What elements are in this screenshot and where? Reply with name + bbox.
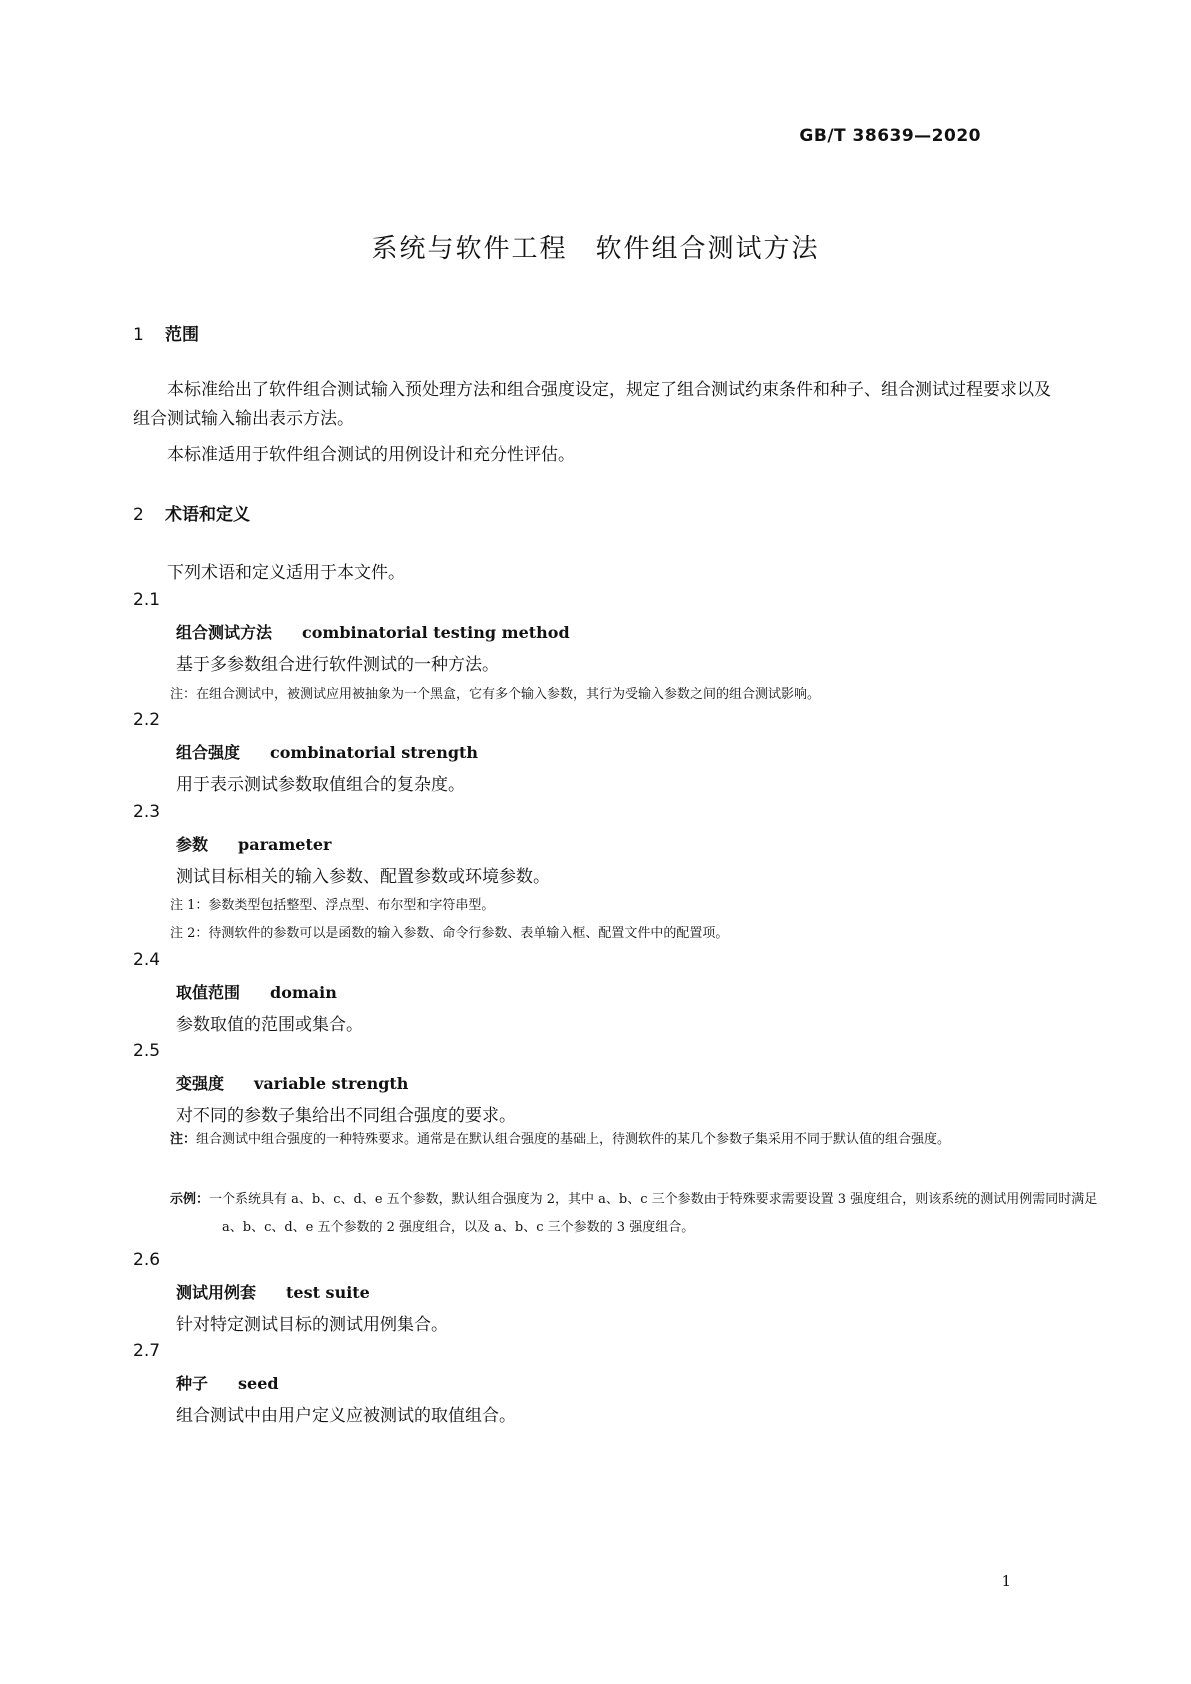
standard-code: GB/T 38639—2020 <box>799 126 981 146</box>
term-definition: 基于多参数组合进行软件测试的一种方法。 <box>176 655 499 675</box>
term-en: variable strength <box>254 1074 409 1093</box>
section-number: 2 <box>133 505 144 525</box>
term-definition: 组合测试中由用户定义应被测试的取值组合。 <box>176 1406 516 1426</box>
term-definition: 参数取值的范围或集合。 <box>176 1015 363 1035</box>
term-zh: 测试用例套 <box>176 1283 257 1302</box>
section-title: 范围 <box>165 325 199 345</box>
terms-intro: 下列术语和定义适用于本文件。 <box>167 563 405 583</box>
term-heading <box>176 740 478 763</box>
clause-number: 2.3 <box>133 802 161 822</box>
clause-number: 2.7 <box>133 1341 161 1361</box>
term-note-2: 注 2：待测软件的参数可以是函数的输入参数、命令行参数、表单输入框、配置文件中的配置项。 <box>170 926 729 941</box>
term-definition: 针对特定测试目标的测试用例集合。 <box>176 1315 448 1335</box>
clause-number: 2.2 <box>133 710 161 730</box>
note-text: 组合测试中组合强度的一种特殊要求。通常是在默认组合强度的基础上，待测软件的某几个参数子集采用不同于默认值的组合强度。 <box>196 1132 951 1147</box>
term-definition: 对不同的参数子集给出不同组合强度的要求。 <box>176 1106 516 1126</box>
section-title: 术语和定义 <box>165 505 250 525</box>
applicability-paragraph: 本标准适用于软件组合测试的用例设计和充分性评估。 <box>167 445 575 465</box>
section-number: 1 <box>133 325 144 345</box>
term-en: combinatorial testing method <box>302 623 570 642</box>
clause-number: 2.5 <box>133 1041 161 1061</box>
term-zh: 变强度 <box>176 1074 225 1093</box>
term-note <box>170 1126 1112 1154</box>
term-zh: 组合强度 <box>176 743 241 762</box>
page-number: 1 <box>1001 1572 1011 1590</box>
term-zh: 组合测试方法 <box>176 623 273 642</box>
term-heading <box>176 620 570 643</box>
scope-paragraph: 本标准给出了软件组合测试输入预处理方法和组合强度设定，规定了组合测试约束条件和种子、组合测试过程要求以及组合测试输入输出表示方法。 <box>133 380 1051 429</box>
term-definition: 测试目标相关的输入参数、配置参数或环境参数。 <box>176 867 550 887</box>
clause-number: 2.1 <box>133 590 161 610</box>
term-heading <box>176 1280 370 1303</box>
term-zh: 取值范围 <box>176 983 241 1002</box>
term-zh: 参数 <box>176 835 209 854</box>
term-en: test suite <box>286 1283 370 1302</box>
term-heading <box>176 980 337 1003</box>
note-label: 注： <box>170 1132 197 1147</box>
example-label: 示例： <box>170 1192 210 1207</box>
term-heading <box>176 1071 408 1094</box>
term-note-1: 注 1：参数类型包括整型、浮点型、布尔型和字符串型。 <box>170 898 495 913</box>
section-1-heading <box>133 320 199 345</box>
section-2-heading <box>133 500 250 525</box>
term-en: parameter <box>238 835 332 854</box>
term-heading <box>176 832 331 855</box>
clause-number: 2.4 <box>133 950 161 970</box>
term-example <box>170 1186 1112 1242</box>
term-en: combinatorial strength <box>270 743 479 762</box>
term-en: domain <box>270 983 337 1002</box>
term-definition: 用于表示测试参数取值组合的复杂度。 <box>176 775 465 795</box>
term-zh: 种子 <box>176 1374 209 1393</box>
example-text: 一个系统具有 a、b、c、d、e 五个参数，默认组合强度为 2，其中 a、b、c 三个参数由于特殊要求需要设置 3 强度组合，则该系统的测试用例需同时满足 a、b、c、d、e 五个参数的 2 强度组合，以及 a、b、c 三个参数的 3 强度组合。 <box>209 1192 1098 1235</box>
term-en: seed <box>238 1374 279 1393</box>
document-title: 系统与软件工程 软件组合测试方法 <box>371 234 820 264</box>
term-heading <box>176 1371 279 1394</box>
clause-number: 2.6 <box>133 1250 161 1270</box>
term-note: 注：在组合测试中，被测试应用被抽象为一个黑盒，它有多个输入参数，其行为受输入参数之间的组合测试影响。 <box>170 687 821 702</box>
